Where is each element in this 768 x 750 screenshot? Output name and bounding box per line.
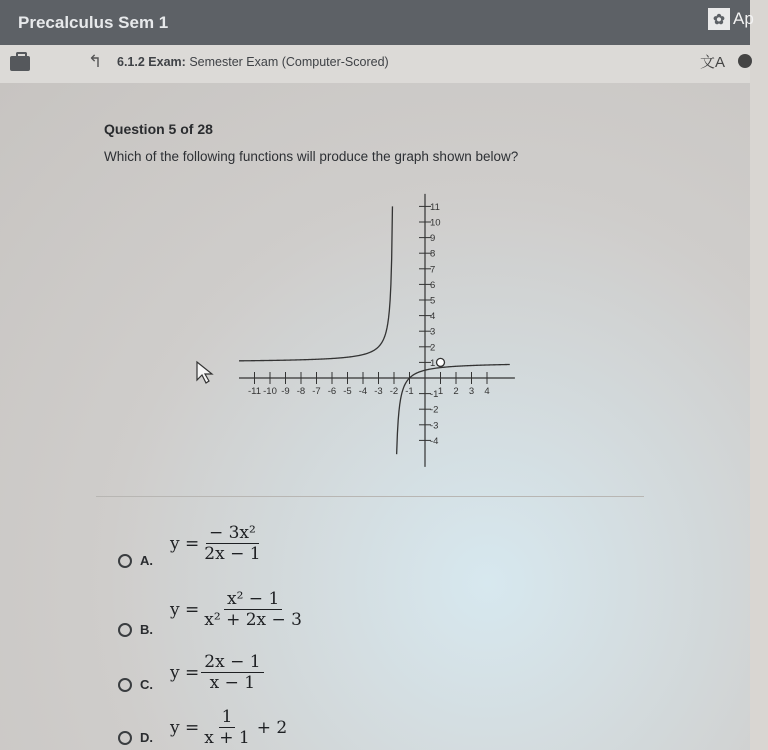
x-tick-label: -11 (247, 386, 262, 397)
app-badge[interactable] (708, 6, 768, 32)
briefcase-icon[interactable] (10, 56, 30, 71)
question-content (0, 83, 750, 750)
y-tick-label: -1 (430, 389, 439, 401)
radio-d[interactable] (118, 731, 132, 745)
lesson-code: 6.1.2 (117, 55, 145, 69)
radio-a[interactable] (118, 554, 132, 568)
radio-b[interactable] (118, 623, 132, 637)
y-tick-label: 8 (430, 248, 436, 260)
x-tick-label: -4 (358, 386, 368, 397)
function-graph (195, 183, 525, 483)
x-tick-label: 1 (437, 386, 444, 397)
app-badge-label: Ap (733, 9, 754, 28)
x-tick-label: -6 (327, 386, 337, 397)
x-tick-label: -8 (296, 386, 306, 397)
x-tick-label: -2 (389, 386, 399, 397)
user-icon[interactable] (738, 54, 752, 68)
y-tick-label: -3 (430, 420, 439, 432)
translate-icon[interactable]: 文A (700, 54, 726, 71)
exam-breadcrumb (117, 55, 389, 69)
choice-d-suffix: + 2 (256, 717, 288, 738)
question-prompt: Which of the following functions will produce the graph shown below? (104, 149, 519, 164)
choice-c-lhs: y = (170, 662, 200, 683)
x-tick-label: -5 (343, 386, 352, 397)
choice-c[interactable] (118, 677, 153, 692)
choice-b-numerator: x² − 1 (224, 589, 282, 610)
y-tick-label: -4 (430, 435, 439, 447)
choice-b-letter: B. (140, 622, 153, 637)
app-logo-icon: ✿ (708, 8, 730, 30)
choice-c-denominator: x − 1 (209, 673, 256, 693)
back-arrow-icon[interactable]: ↰ (88, 52, 103, 71)
choice-c-numerator: 2x − 1 (201, 652, 263, 673)
y-tick-label: 7 (430, 264, 436, 276)
x-tick-label: -7 (312, 386, 321, 397)
choice-a-numerator: − 3x² (206, 523, 259, 544)
y-tick-label: 9 (430, 233, 436, 245)
y-tick-label: 10 (430, 217, 441, 229)
curve-left-branch (239, 206, 392, 360)
question-number: Question 5 of 28 (104, 121, 213, 137)
y-tick-label: 2 (430, 342, 436, 354)
y-tick-label: 5 (430, 295, 436, 307)
x-tick-label: -3 (374, 386, 383, 397)
choice-d-denominator: x + 1 (204, 728, 250, 748)
choice-c-letter: C. (140, 677, 153, 692)
choice-d-numerator: 1 (219, 707, 236, 728)
choice-d-lhs: y = (170, 717, 200, 738)
divider (96, 496, 644, 497)
choice-d[interactable] (118, 730, 153, 745)
choice-b[interactable] (118, 622, 153, 637)
x-tick-label: -10 (263, 386, 277, 397)
y-tick-label: 3 (430, 326, 436, 338)
choice-a-lhs: y = (170, 533, 200, 554)
choice-a-formula (170, 523, 264, 564)
exam-title: Semester Exam (Computer-Scored) (189, 55, 389, 69)
choice-a-letter: A. (140, 553, 153, 568)
course-title: Precalculus Sem 1 (18, 13, 169, 32)
radio-c[interactable] (118, 678, 132, 692)
x-tick-label: 4 (484, 386, 490, 397)
y-tick-label: 11 (430, 201, 440, 213)
y-tick-label: 6 (430, 279, 436, 291)
choice-b-formula (170, 589, 305, 630)
exam-label: Exam: (148, 55, 186, 69)
y-tick-label: 4 (430, 311, 436, 323)
choice-b-denominator: x² + 2x − 3 (204, 610, 302, 630)
choice-d-letter: D. (140, 730, 153, 745)
x-tick-label: -1 (405, 386, 414, 397)
y-tick-label: -2 (430, 404, 439, 416)
hole-point (437, 358, 445, 366)
choice-c-formula (170, 652, 264, 693)
x-tick-label: -9 (281, 386, 290, 397)
x-tick-label: 2 (453, 386, 459, 397)
y-tick-label: 1 (430, 357, 436, 369)
choice-b-lhs: y = (170, 599, 200, 620)
x-tick-label: 3 (468, 386, 475, 397)
exam-subheader (0, 45, 750, 84)
choice-a[interactable] (118, 553, 153, 568)
choice-a-denominator: 2x − 1 (204, 544, 261, 564)
mouse-cursor-icon (195, 360, 217, 386)
top-bar (0, 0, 754, 45)
choice-d-formula (170, 707, 289, 748)
